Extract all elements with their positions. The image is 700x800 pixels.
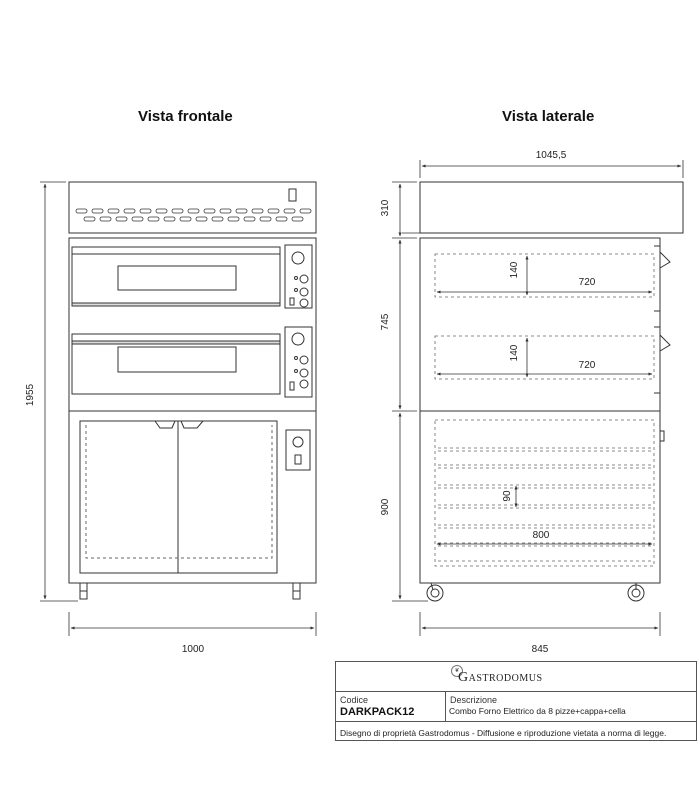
front-hood — [69, 182, 316, 233]
code-cell — [336, 692, 446, 721]
oven-lower-knob-icon — [300, 356, 308, 364]
dim-shelf-depth: 800 — [532, 530, 550, 541]
side-door-upper — [654, 246, 660, 311]
side-oven-block — [420, 238, 660, 411]
front-cell — [69, 411, 316, 583]
side-cell — [420, 411, 660, 583]
code-label: Codice — [340, 695, 369, 705]
hood-switch-icon — [289, 189, 296, 201]
title-block — [335, 661, 697, 741]
oven-upper — [72, 245, 312, 308]
front-view-title: Vista frontale — [138, 108, 233, 125]
dim-chamber1-height: 140 — [509, 261, 520, 279]
side-hood — [420, 182, 683, 233]
front-wheels — [80, 583, 300, 599]
copyright-notice: Disegno di proprietà Gastrodomus - Diffusione e riproduzione vietata a norma di legge. — [340, 728, 667, 738]
side-wheels — [427, 583, 644, 601]
dim-ovens-height: 745 — [380, 313, 391, 331]
title-block-logo-row — [336, 662, 696, 692]
dim-chamber2-height: 140 — [509, 344, 520, 362]
dim-shelf-spacing: 90 — [502, 490, 513, 502]
dim-hood-height: 310 — [380, 199, 391, 217]
oven-lower — [72, 327, 312, 397]
dim-chamber2-depth: 720 — [578, 360, 596, 371]
oven-upper-control-panel — [285, 245, 312, 308]
description-value: Combo Forno Elettrico da 8 pizze+cappa+cella — [449, 706, 626, 716]
cell-interior-dashed — [86, 425, 272, 558]
cell-display-icon — [293, 437, 303, 447]
brand-logo-icon: ❦ — [451, 665, 463, 677]
dim-side-depth-bottom: 845 — [531, 644, 549, 655]
hood-vent-slots — [76, 209, 311, 221]
dim-front-total-height: 1955 — [25, 383, 36, 407]
cell-handle-left — [155, 421, 175, 428]
side-chambers-dashed — [435, 254, 654, 379]
dim-chamber1-depth: 720 — [578, 277, 596, 288]
code-value: DARKPACK12 — [340, 706, 415, 718]
dim-front-width: 1000 — [181, 644, 205, 655]
description-label: Descrizione — [450, 695, 498, 705]
dim-side-depth-top: 1045,5 — [535, 150, 567, 161]
oven-upper-thermostat-knob-icon — [292, 252, 304, 264]
title-block-info-row — [336, 692, 696, 722]
front-oven-block — [69, 238, 316, 411]
side-dimensions — [392, 160, 683, 636]
dim-cell-height: 900 — [380, 498, 391, 516]
side-view-title: Vista laterale — [502, 108, 595, 125]
front-view — [69, 182, 316, 599]
description-cell — [446, 692, 696, 721]
side-door-lower — [654, 327, 660, 393]
oven-lower-thermostat-knob-icon — [292, 333, 304, 345]
oven-upper-knob-icon — [300, 275, 308, 283]
brand-name: Gastrodomus — [458, 670, 543, 685]
cell-handle-right — [181, 421, 203, 428]
